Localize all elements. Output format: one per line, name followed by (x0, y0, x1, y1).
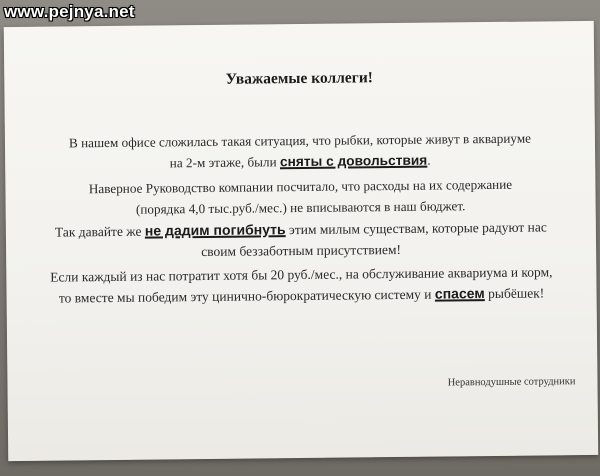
notice-title: Уважаемые коллеги! (225, 69, 373, 88)
paragraph-appeal (26, 216, 576, 264)
paragraph-situation (25, 127, 575, 175)
emphasis-dont-let-perish: не дадим погибнуть (144, 221, 286, 239)
text-fragment: этим милым существам, которые радуют нас (285, 219, 547, 238)
paragraph-line (26, 282, 576, 309)
text-fragment: на 2-м этаже, были (169, 154, 280, 171)
emphasis-save: спасем (434, 285, 485, 302)
paragraph-line: (порядка 4,0 тыс.руб./мес.) не вписываются в наш бюджет. (135, 198, 466, 217)
paper-notice (4, 21, 599, 461)
paragraph-line: В нашем офисе сложилась такая ситуация, что рыбки, которые живут в аквариуме (68, 130, 532, 151)
paragraph-line: Наверное Руководство компании посчитало, что расходы на их содержание (88, 176, 513, 197)
text-fragment: рыбёшек! (484, 285, 545, 302)
text-fragment: то вместе мы победим эту цинично-бюрократическую систему и (58, 286, 435, 306)
paragraph-line: Если каждый из нас потратит хотя бы 20 руб./мес., на обслуживание аквариума и корм, (50, 264, 553, 285)
text-fragment: Так давайте же (54, 223, 145, 240)
text-fragment: . (427, 152, 431, 168)
paragraph-call-to-action (26, 261, 576, 309)
paragraph-budget (25, 173, 575, 221)
signature: Неравнодушные сотрудники (447, 376, 576, 389)
site-watermark: www.pejnya.net (4, 2, 135, 21)
emphasis-removed-from-allowance: сняты с довольствия (279, 152, 428, 170)
paragraph-line: своим беззаботным присутствием! (201, 241, 402, 260)
